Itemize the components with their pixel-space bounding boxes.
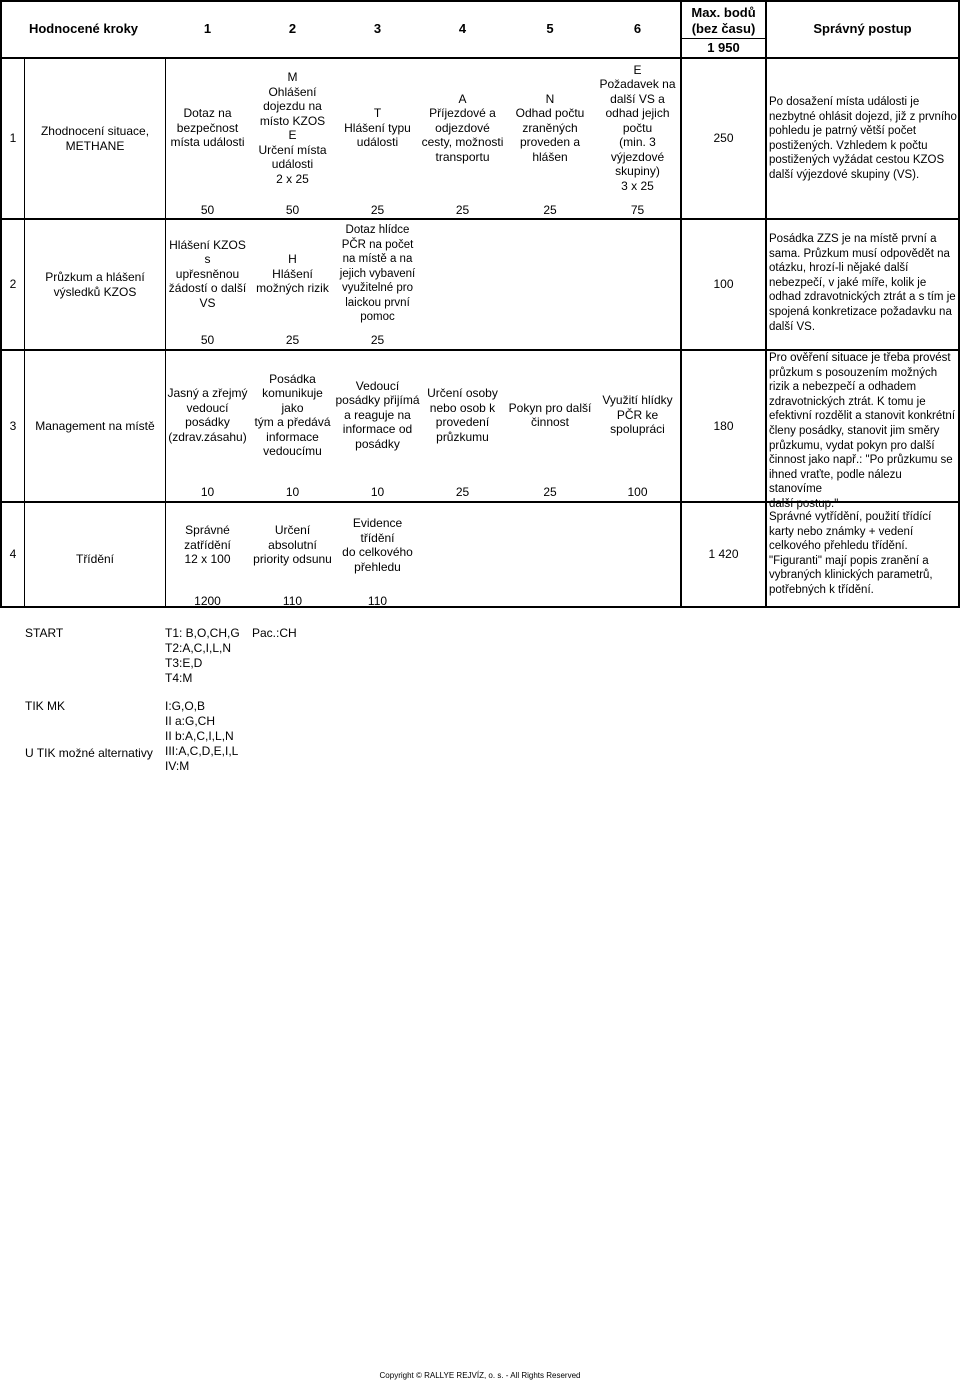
row2-number: 2 — [9, 277, 17, 292]
row2-cell-2: H Hlášení možných rizik — [256, 252, 329, 296]
row3-correct: Pro ověření situace je třeba provést průzkum s posouzením možných rizik a nebezpečí a odhadem zdravotnických ztrát. K tomu je efektivní rozdělit a stanovit konkrétní členy posádky, stanovit jim směry průzkumu, vydat pokyn pro další činnost jako např.: "Po průzkumu se ihned vraťte, podle nálezu stanovíme další postup." — [769, 352, 956, 510]
row4-points-2: 110 — [282, 594, 303, 608]
header-col-3: 3 — [373, 21, 382, 37]
row3-cell-1: Jasný a zřejmý vedoucí posádky (zdrav.zásahu) — [167, 386, 248, 444]
row2-cell-1: Hlášení KZOS s upřesněnou žádostí o další VS — [168, 237, 247, 310]
row1-name: Zhodnocení situace, METHANE — [40, 124, 150, 153]
row4-name: Třídění — [75, 552, 114, 567]
tik-line: III:A,C,D,E,I,L — [165, 744, 239, 758]
tik-line: II a:G,CH — [165, 714, 216, 728]
col-max-divider — [765, 0, 767, 608]
row1-number: 1 — [9, 131, 17, 146]
row2-max: 100 — [713, 277, 734, 292]
row1-cell-3: T Hlášení typu události — [344, 106, 411, 150]
start-line: T2:A,C,I,L,N — [165, 641, 232, 655]
row4-correct: Správné vytřídění, použití třídící karty nebo známky + vedení celkového přehledu třídění. "Figuranti" mají popis zranění a vybraných klinických parametrů, potřebných k třídění. — [769, 511, 933, 596]
copyright-footer: Copyright © RALLYE REJVÍZ, o. s. - All Rights Reserved — [379, 1371, 581, 1380]
row3-points-2: 10 — [285, 485, 300, 499]
utik-label: U TIK možné alternativy — [25, 746, 153, 760]
tik-label: TIK MK — [25, 699, 66, 713]
row1-points-6: 75 — [630, 203, 645, 217]
row1-points-3: 25 — [370, 203, 385, 217]
header-col-6: 6 — [633, 21, 642, 37]
header-max-total: 1 950 — [707, 39, 740, 55]
row1-cell-5: N Odhad počtu zraněných proveden a hlášen — [515, 91, 585, 164]
row4-number: 4 — [9, 547, 17, 562]
pac-note: Pac.:CH — [252, 626, 297, 640]
start-list — [165, 626, 240, 686]
header-col-2: 2 — [288, 21, 297, 37]
row2-points-1: 50 — [200, 333, 215, 347]
row3-points-4: 25 — [455, 485, 470, 499]
row1-cell-4: A Příjezdové a odjezdové cesty, možnosti transportu — [421, 91, 504, 164]
start-line: T3:E,D — [165, 656, 203, 670]
header-correct-procedure: Správný postup — [813, 21, 912, 37]
row2-points-3: 25 — [370, 333, 385, 347]
row3-number: 3 — [9, 418, 17, 433]
tik-line: IV:M — [165, 759, 190, 773]
row4-cell-1: Správné zatřídění 12 x 100 — [184, 523, 231, 567]
row3-points-3: 10 — [370, 485, 385, 499]
tik-list — [165, 699, 238, 774]
row1-cell-6: E Požadavek na další VS a odhad jejich počtu (min. 3 výjezdové skupiny) 3 x 25 — [599, 62, 676, 193]
start-line: T4:M — [165, 671, 193, 685]
row1-correct: Po dosažení místa události je nezbytné ohlásit dojezd, již z prvního pohledu je patrný větší počet postižených. Vzhledem k počtu postižených vyžádat cestou KZOS další výjezdové skupiny (VS). — [769, 96, 957, 181]
tik-line: II b:A,C,I,L,N — [165, 729, 234, 743]
row3-cell-3: Vedoucí posádky přijímá a reaguje na informace od posádky — [335, 378, 420, 451]
row4-cell-2: Určení absolutní priority odsunu — [253, 523, 332, 567]
row3-points-5: 25 — [543, 485, 557, 499]
header-max: Max. bodů (bez času) — [691, 5, 756, 36]
row3-cell-2: Posádka komunikuje jako tým a předává informace vedoucímu — [254, 371, 331, 458]
row4-points-1: 1200 — [194, 594, 221, 608]
row1-points-1: 50 — [200, 203, 215, 217]
header-steps: Hodnocené kroky — [28, 21, 139, 37]
row1-points-4: 25 — [455, 203, 470, 217]
row1-points-5: 25 — [543, 203, 557, 217]
row3-points-1: 10 — [200, 485, 215, 499]
row3-cell-5: Pokyn pro další činnost — [508, 400, 592, 429]
start-line: T1: B,O,CH,G — [165, 626, 240, 640]
row2-name: Průzkum a hlášení výsledků KZOS — [45, 270, 145, 299]
row3-name: Management na místě — [35, 418, 155, 433]
row2-points-2: 25 — [285, 333, 300, 347]
row1-cell-2: M Ohlášení dojezdu na místo KZOS E Určení místa události 2 x 25 — [258, 70, 327, 186]
row3-max: 180 — [713, 418, 734, 433]
row2-cell-3: Dotaz hlídce PČR na počet na místě a na jejich vybavení využitelné pro laickou první pomoc — [339, 224, 416, 324]
row4-max: 1 420 — [708, 547, 739, 562]
row4-cell-3: Evidence třídění do celkového přehledu — [342, 516, 413, 574]
row3-cell-4: Určení osoby nebo osob k provedení průzkumu — [427, 386, 498, 444]
header-col-4: 4 — [458, 21, 467, 37]
row4-points-3: 110 — [367, 594, 388, 608]
row1-points-2: 50 — [285, 203, 300, 217]
header-col-1: 1 — [203, 21, 212, 37]
row3-cell-6: Využití hlídky PČR ke spolupráci — [602, 393, 673, 437]
header-col-5: 5 — [546, 21, 554, 37]
row1-max: 250 — [713, 131, 734, 146]
tik-line: I:G,O,B — [165, 699, 206, 713]
row3-points-6: 100 — [627, 485, 648, 499]
start-label: START — [25, 626, 64, 640]
row2-correct: Posádka ZZS je na místě první a sama. Průzkum musí odpovědět na otázku, hrozí-li nějaké další nebezpečí, v jaké míře, kolik je odhad zdravotnických ztrát a s tím je spojená konkretizace požadavku na další VS. — [769, 233, 956, 333]
row1-cell-1: Dotaz na bezpečnost místa události — [170, 106, 245, 150]
